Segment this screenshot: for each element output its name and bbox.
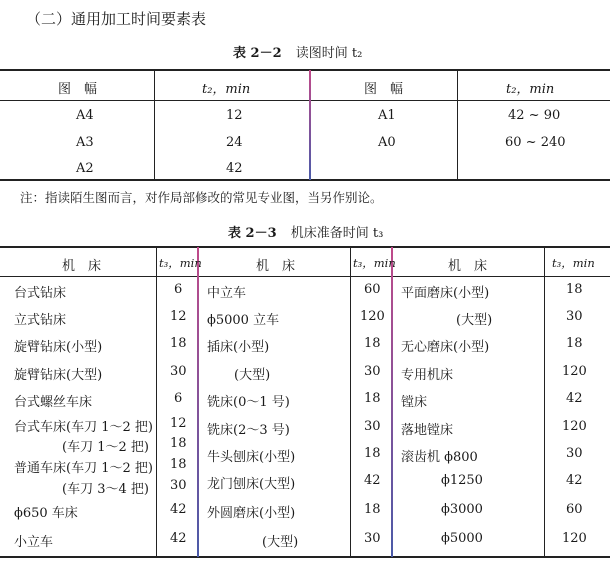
table1-note: 注：指读陌生图而言，对作局部修改的常见专业图，当另作别论。 — [20, 190, 383, 205]
table2-time: 60 — [364, 282, 381, 297]
table2-machine: 立式钻床 — [14, 313, 67, 328]
table1-cell: 60 ~ 240 — [505, 135, 566, 150]
table2-time: 30 — [364, 419, 381, 434]
table2-vline-4 — [391, 247, 393, 557]
table1-cell: 12 — [226, 108, 243, 123]
table1-cell: A4 — [76, 108, 94, 123]
table1-cell: A3 — [76, 135, 94, 150]
table1-cell: 42 — [226, 161, 243, 176]
table2-time: 120 — [562, 531, 587, 546]
table2-header-time-1: t₃，min — [159, 256, 202, 270]
table2-time: 18 — [364, 391, 381, 406]
table1-top-rule — [0, 69, 610, 71]
table2-machine: ϕ1250 — [441, 473, 483, 488]
table2-machine: 中立车 — [207, 286, 247, 301]
table2-machine: 牛头刨床(小型) — [207, 450, 296, 465]
table2-machine: (大型) — [262, 535, 299, 550]
table1-caption-title: 读图时间 t₂ — [295, 46, 363, 61]
table2-vline-1 — [156, 247, 157, 557]
table2-machine: (大型) — [456, 313, 493, 328]
table2-time: 12 — [170, 416, 187, 431]
table2-machine: (车刀 3～4 把) — [62, 482, 149, 497]
table2-machine: 台式钻床 — [14, 286, 67, 301]
table2-header-machine-3: 机 床 — [448, 259, 488, 274]
table2-time: 30 — [566, 309, 583, 324]
table2-machine: ϕ5000 立车 — [207, 313, 280, 328]
table2-machine: 专用机床 — [401, 368, 454, 383]
table2-machine: 插床(小型) — [207, 340, 270, 355]
table1-cell: A1 — [378, 108, 396, 123]
table2-vline-3 — [350, 247, 351, 557]
table2-machine: ϕ650 车床 — [14, 506, 78, 521]
table1-header-time-left: t₂，min — [202, 82, 251, 97]
table2-header-time-3: t₃，min — [552, 256, 595, 270]
table2-time: 18 — [364, 502, 381, 517]
table2-machine: 龙门刨床(大型) — [207, 477, 296, 492]
table1-vline-3 — [457, 70, 458, 180]
table2-time: 42 — [364, 473, 381, 488]
table2-time: 18 — [566, 336, 583, 351]
table2-time: 6 — [174, 391, 183, 406]
table2-time: 18 — [170, 457, 187, 472]
table2-time: 18 — [170, 336, 187, 351]
table2-time: 18 — [170, 436, 187, 451]
table1-cell: 42 ~ 90 — [508, 108, 561, 123]
table2-bottom-rule — [0, 556, 610, 558]
table2-time: 30 — [364, 531, 381, 546]
table2-machine: 小立车 — [14, 535, 54, 550]
table1-cell: A0 — [378, 135, 396, 150]
table2-machine: 台式螺丝车床 — [14, 395, 93, 410]
table2-time: 18 — [364, 336, 381, 351]
table1-header-size-left: 图 幅 — [58, 82, 98, 97]
table2-caption-title: 机床准备时间 t₃ — [290, 226, 384, 241]
table1-header-size-right: 图 幅 — [364, 82, 404, 97]
table1-header-rule — [0, 100, 610, 101]
table2-time: 42 — [170, 531, 187, 546]
table2-top-rule — [0, 246, 610, 248]
table2-time: 12 — [170, 309, 187, 324]
table2-machine: 平面磨床(小型) — [401, 286, 490, 301]
table2-machine: 落地镗床 — [401, 423, 454, 438]
table2-machine: 无心磨床(小型) — [401, 340, 490, 355]
table2-machine: 旋臂钻床(小型) — [14, 340, 103, 355]
table2-time: 6 — [174, 282, 183, 297]
table2-time: 30 — [364, 364, 381, 379]
table2-machine: 滚齿机 ϕ800 — [401, 450, 478, 465]
table2-machine: ϕ3000 — [441, 502, 483, 517]
table2-time: 120 — [562, 419, 587, 434]
table2-header-rule — [0, 276, 610, 277]
table2-caption — [228, 222, 383, 241]
table1-vline-mid — [309, 70, 311, 180]
table2-machine: 旋臂钻床(大型) — [14, 368, 103, 383]
table2-time: 60 — [566, 502, 583, 517]
table2-time: 42 — [566, 473, 583, 488]
table1-caption-number: 表 2－2 — [233, 46, 282, 61]
table2-header-machine-1: 机 床 — [62, 259, 102, 274]
table2-machine: 外圆磨床(小型) — [207, 506, 296, 521]
table2-caption-number: 表 2－3 — [228, 226, 277, 241]
table2-time: 120 — [562, 364, 587, 379]
table2-machine: (大型) — [234, 368, 271, 383]
table2-machine: 普通车床(车刀 1～2 把) — [14, 461, 153, 476]
table1-caption — [233, 42, 362, 61]
table2-time: 120 — [360, 309, 385, 324]
section-heading: （二）通用加工时间要素表 — [26, 10, 207, 28]
table2-machine: 铣床(0～1 号) — [207, 395, 290, 410]
table2-header-time-2: t₃，min — [353, 256, 396, 270]
table1-bottom-rule — [0, 179, 610, 181]
table2-machine: (车刀 1～2 把) — [62, 440, 149, 455]
table2-time: 30 — [566, 446, 583, 461]
table2-vline-5 — [544, 247, 545, 557]
table1-vline-1 — [154, 70, 155, 180]
table2-time: 18 — [566, 282, 583, 297]
table2-machine: 镗床 — [401, 395, 428, 410]
table2-time: 30 — [170, 364, 187, 379]
table2-time: 42 — [566, 391, 583, 406]
table2-vline-2 — [197, 247, 199, 557]
table2-time: 18 — [364, 446, 381, 461]
table2-header-machine-2: 机 床 — [256, 259, 296, 274]
table2-time: 30 — [170, 478, 187, 493]
table2-machine: 台式车床(车刀 1～2 把) — [14, 420, 153, 435]
table2-time: 42 — [170, 502, 187, 517]
table2-machine: ϕ5000 — [441, 531, 483, 546]
table1-header-time-right: t₂，min — [506, 82, 555, 97]
table2-machine: 铣床(2～3 号) — [207, 423, 290, 438]
table1-cell: A2 — [76, 161, 94, 176]
table1-cell: 24 — [226, 135, 243, 150]
